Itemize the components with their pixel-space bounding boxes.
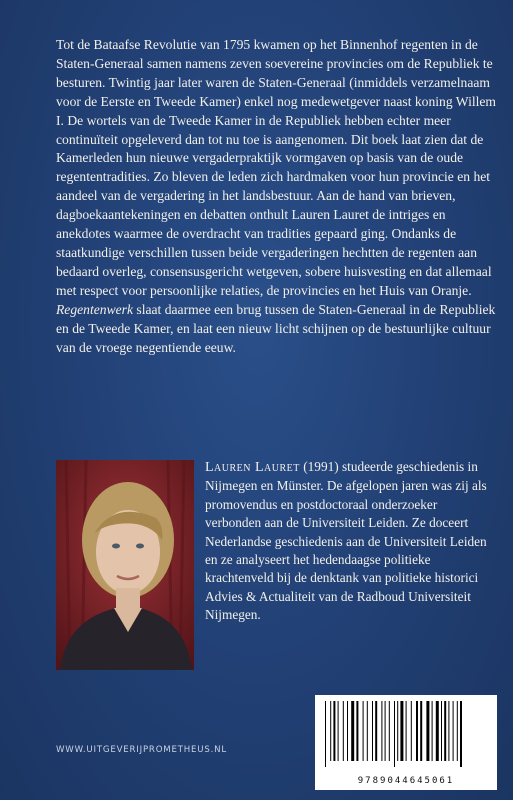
barcode-bars [321,701,491,771]
barcode-bar [394,701,395,767]
barcode-bar [436,701,439,761]
author-name: Lauren Lauret [205,460,300,475]
publisher-website: WWW.UITGEVERIJPROMETHEUS.NL [56,745,227,755]
book-title-italic: Regentenwerk [56,301,133,317]
barcode-bar [338,701,339,761]
barcode-bar [457,701,458,761]
barcode-bar [325,701,326,767]
barcode-bar [330,701,331,761]
barcode-bar [385,701,386,761]
blurb-paragraph [56,36,496,357]
barcode-bar [333,701,335,761]
barcode-bar [389,701,390,761]
barcode-bar [347,701,348,761]
barcode-bar [406,701,407,761]
barcode-bar [426,701,429,761]
barcode-bar [411,701,412,761]
barcode-bar [448,701,449,761]
barcode-bar [453,701,454,761]
barcode-bar [375,701,377,761]
blurb-text [56,36,496,357]
barcode-bar [363,701,364,761]
barcode-bar [356,701,358,761]
barcode-bar [416,701,418,761]
blurb-part-2: slaat daarmee een brug tussen de Staten-Generaal in de Republiek en de Tweede Kamer, en laat een nieuw licht schijnen op de bestuurlijke cultuur van de vroege negentiende eeuw. [56,301,496,355]
author-bio [205,458,490,625]
barcode-bar [400,701,403,761]
barcode-bar [372,701,373,761]
barcode-bar [351,701,354,761]
barcode-bar [381,701,382,761]
barcode-bar [432,701,433,761]
barcode-bar [397,701,398,761]
barcode-bar [460,701,462,767]
barcode-bar [420,701,422,761]
author-photo [56,460,194,670]
barcode-bar [367,701,368,761]
barcode-bar [343,701,344,761]
blurb-part-1: Tot de Bataafse Revolutie van 1795 kwamen op het Binnenhof regenten in de Staten-Generaal samen namens zeven soevereine provincies om de Republiek te besturen. Twintig jaar later waren de Staten-Generaal (inmiddels verzamelnaam voor de Eerste en Tweede Kamer) enkel nog medewetgever naast koning Willem I. De wortels van de Tweede Kamer in de Republiek hebben echter meer continuïteit opgeleverd dan tot nu toe is aangenomen. Dit boek laat zien dat de Kamerleden hun nieuwe vergaderpraktijk vormgaven op basis van de oude regententradities. Zo bleven de leden zich hardmaken voor hun provincie en het aandeel van de vergadering in het landsbestuur. Aan de hand van brieven, dagboekaantekeningen en debatten onthult Lauren Lauret de intriges en anekdotes waarmee de overdracht van tradities gepaard ging. Ondanks de staatkundige verschillen tussen beide vergaderingen hechtten de regenten aan bedaard overleg, consensusgericht wetgeven, sobere huisvesting en dat allemaal met respect voor persoonlijke relaties, de provincies en het Huis van Oranje. [56,37,497,298]
isbn-barcode [315,695,497,790]
barcode-bar [441,701,442,761]
barcode-bar [444,701,446,761]
author-bio-text: (1991) studeerde geschiedenis in Nijmegen en Münster. De afgelopen jaren was zij als promovendus en postdoctoraal onderzoeker verbonden aan de Universiteit Leiden. Ze doceert Nederlandse geschiedenis aan de Universiteit Leiden en ze analyseert het hedendaagse politieke krachtenveld bij de denktank van politieke historici Advies & Actualiteit van de Radboud Universiteit Nijmegen. [205,459,487,623]
isbn-number: 9789044645061 [357,776,455,786]
